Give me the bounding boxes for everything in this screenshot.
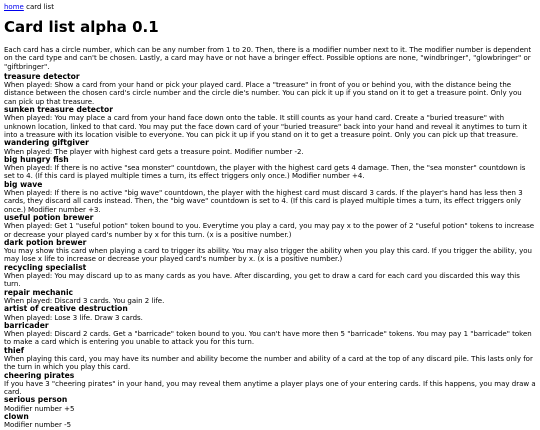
card-title: big hungry fish <box>4 154 69 164</box>
card-title: recycling specialist <box>4 262 87 272</box>
card-description: When played: You may place a card from your hand face down onto the table. It still counts as your hand card. Create a "buried treasure" with unknown location, linked to that card. You may put the face down card of your "buried treasure" back into your hand and reveal it anytimes to turn it into a treasure with its location visible to everyone. You can pick it up if you stand on it to get a treasure point. Only you can pick up that treasure. <box>4 114 528 139</box>
card-description: When played: Get 1 "useful potion" token bound to you. Everytime you play a card, you may pay x to the power of 2 "useful potion" tokens to increase or decrease your played card's number by x for this turn. (x is a positive number.) <box>4 222 535 239</box>
card-description: When played: If there is no active "big wave" countdown, the player with the highest card must discard 3 cards. If the player's hand has less then 3 cards, they discard all cards instead. Then, the "big wave" countdown is set to 4. (If this card is played multiple times a turn, its effect triggers only once.) Modifier number +3. <box>4 189 523 214</box>
card-title: sunken treasure detector <box>4 105 113 115</box>
breadcrumb-current: card list <box>26 3 54 11</box>
card-title: thief <box>4 345 25 355</box>
card-description: When played: The player with highest card gets a treasure point. Modifier number -2. <box>4 147 304 156</box>
card-title: treasure detector <box>4 71 80 81</box>
card-description: When played: Discard 3 cards. You gain 2 life. <box>4 296 165 305</box>
card-title: serious person <box>4 395 68 405</box>
card-title: artist of creative destruction <box>4 304 128 314</box>
card-title: wandering giftgiver <box>4 138 89 148</box>
card-description: You may show this card when playing a card to trigger its ability. You may also trigger the ability when you play this card. If you trigger the ability, you may lose x life to increase or decrease your played card's number by x. (x is a positive number.) <box>4 247 532 264</box>
card-description: Modifier number +5 <box>4 404 75 413</box>
card-description: When played: Show a card from your hand or pick your played card. Place a "treasure" in front of you or behind you, with the distance being the distance between the chosen card's circle number and the circle die's number. You can pick it up if you stand on it to get a treasure point. Only you can pick up that treasure. <box>4 81 522 106</box>
card-description: If you have 3 "cheering pirates" in your hand, you may reveal them anytime a player plays one of your entering cards. If this happens, you may draw a card. <box>4 379 536 397</box>
card-title: useful potion brewer <box>4 212 94 222</box>
breadcrumb <box>4 3 536 12</box>
intro-paragraph: Each card has a circle number, which can be any number from 1 to 20. Then, there is a modifier number next to it. The modifier number is dependent on the card type and can't be chosen. Lastly, a card may have or not have a bringer effect. Possible options are none, "windbringer", "glowbringer" or "giftbringer". <box>4 46 532 71</box>
card-description: When playing this card, you may have its number and ability become the number and ability of a card at the top of any discard pile. This lasts only for the turn in which you play this card. <box>4 354 533 372</box>
page-title: Card list alpha 0.1 <box>4 18 159 36</box>
card-title: cheering pirates <box>4 370 75 380</box>
card-description: Modifier number -5 <box>4 421 72 430</box>
card-title: big wave <box>4 179 43 189</box>
card-description: When played: Lose 3 life. Draw 3 cards. <box>4 313 143 322</box>
card-description: When played: You may discard up to as many cards as you have. After discarding, you get to draw a card for each card you discarded this way this turn. <box>4 272 520 289</box>
card-description: When played: If there is no active "sea monster" countdown, the player with the highest card gets 4 damage. Then, the "sea monster" countdown is set to 4. (If this card is played multiple times a turn, its effect triggers only once.) Modifier number +4. <box>4 164 526 181</box>
card-title: clown <box>4 412 29 422</box>
card-title: barricader <box>4 320 49 330</box>
card-title: dark potion brewer <box>4 237 87 247</box>
breadcrumb-home-link[interactable]: home <box>4 3 24 11</box>
card-list <box>4 73 536 430</box>
card-description: When played: Discard 2 cards. Get a "barricade" token bound to you. You can't have more then 5 "barricade" tokens. You may pay 1 "barricade" token to make a card which is entering you unable to attack you for this turn. <box>4 330 532 347</box>
card-title: repair mechanic <box>4 287 74 297</box>
